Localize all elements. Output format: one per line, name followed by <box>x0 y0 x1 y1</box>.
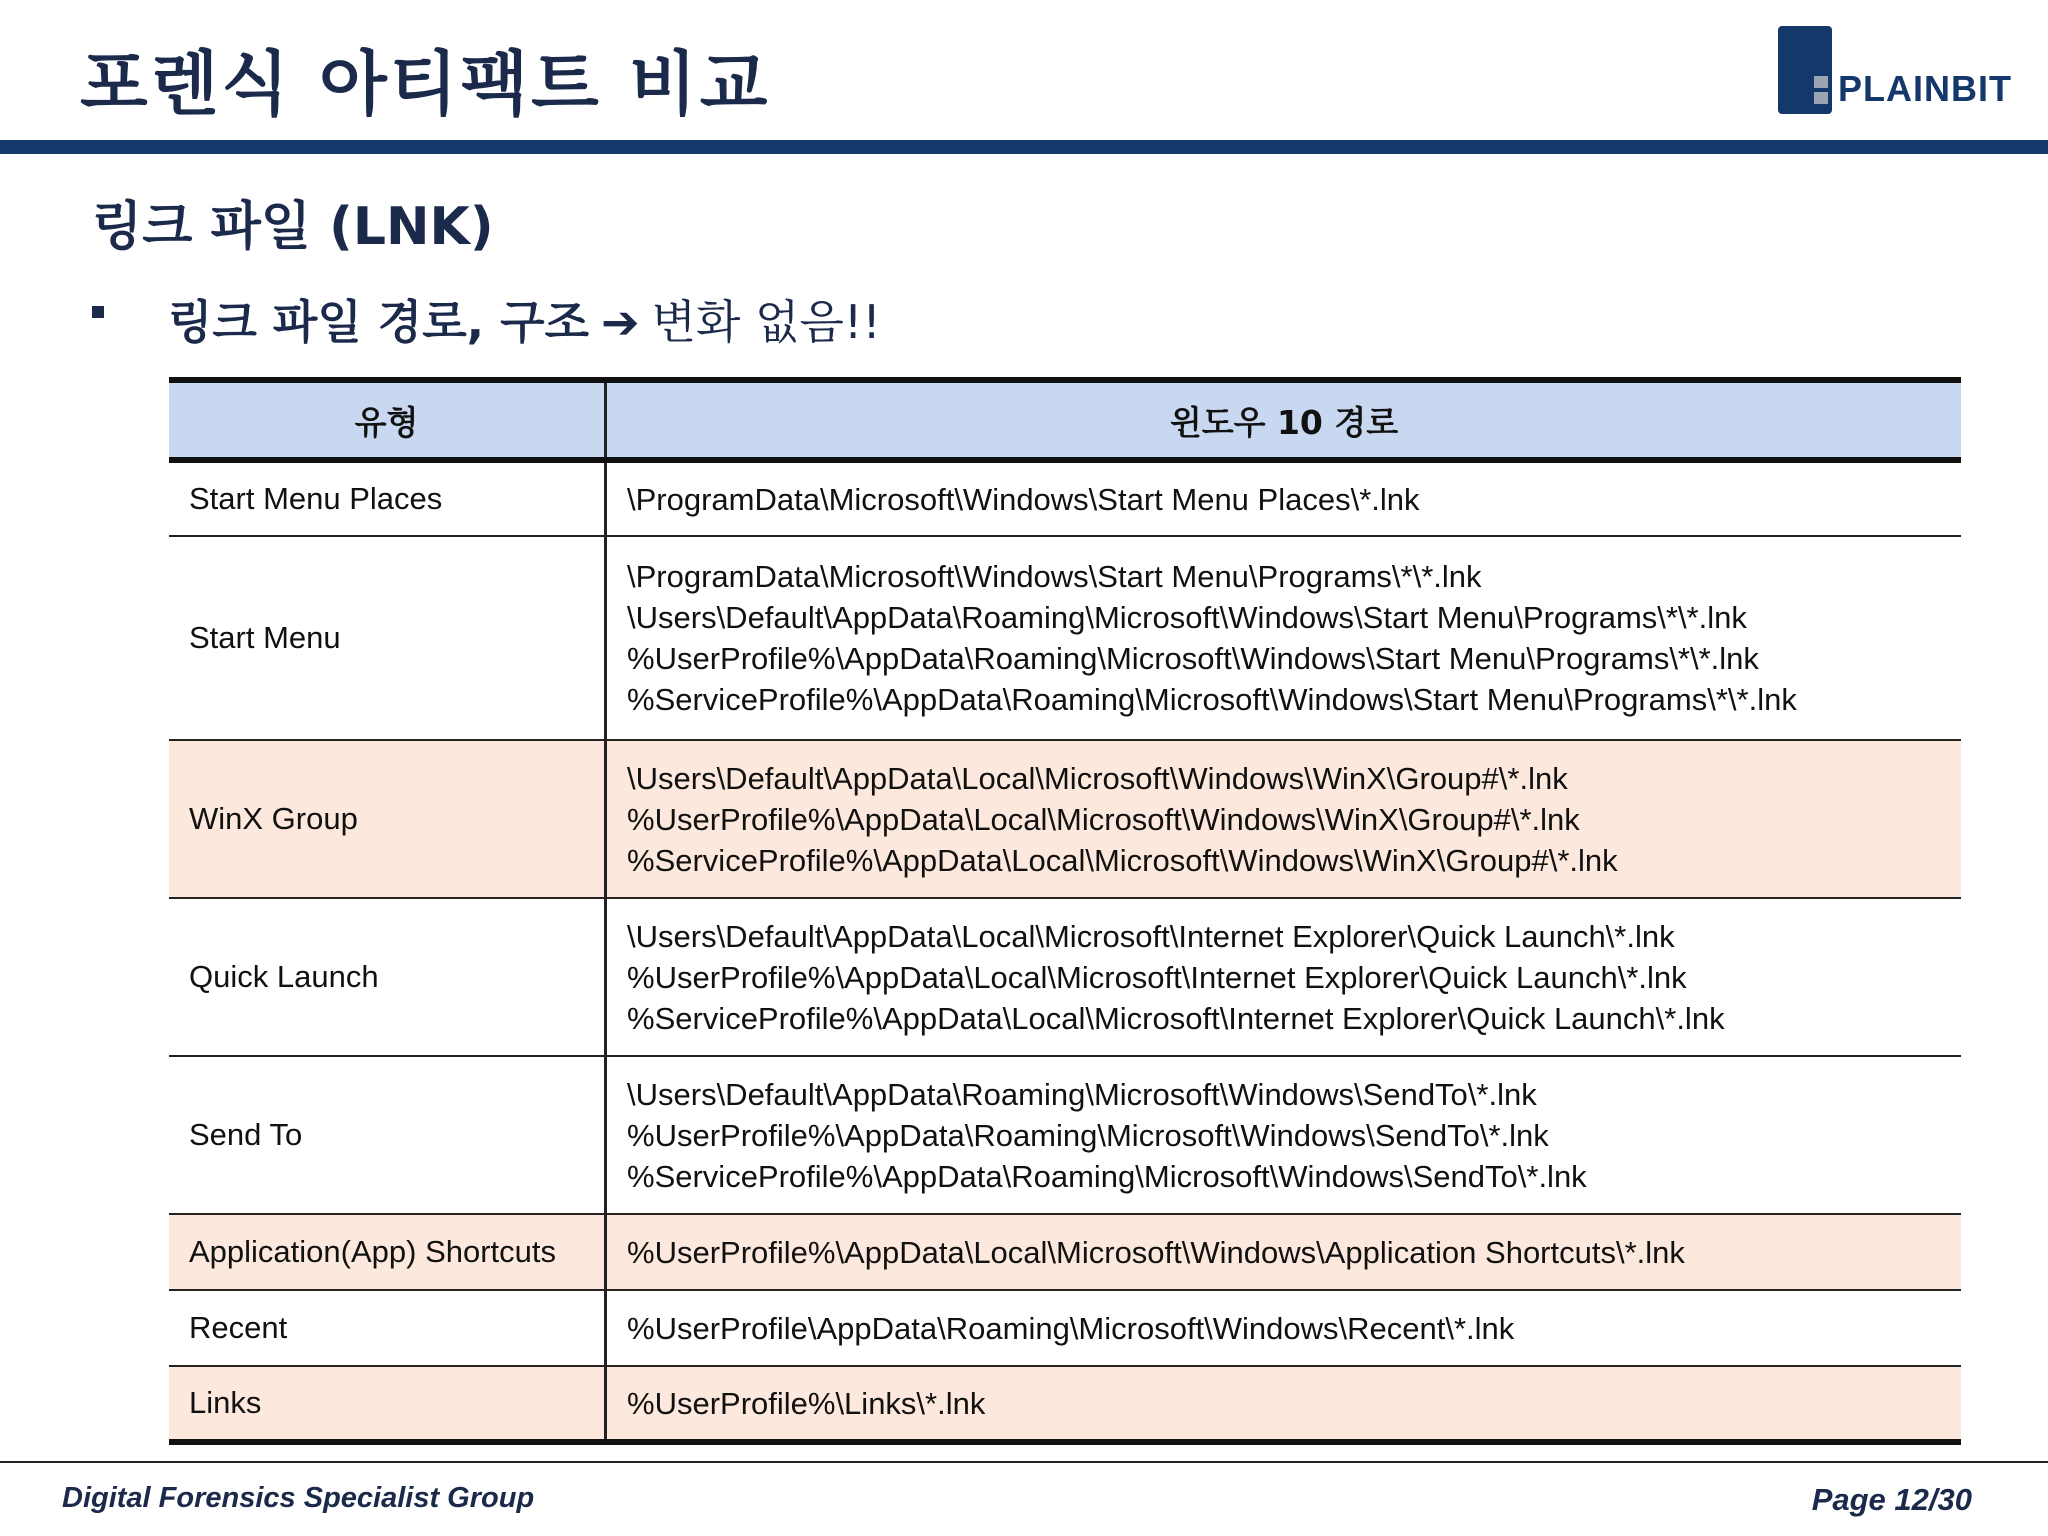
row-path-cell <box>606 740 1962 898</box>
row-path-cell <box>606 1214 1962 1290</box>
path-line: \ProgramData\Microsoft\Windows\Start Menu Places\*.lnk <box>627 481 1420 517</box>
footer-group-name: Digital Forensics Specialist Group <box>62 1482 535 1514</box>
row-type-cell: Quick Launch <box>169 898 606 1056</box>
footer-divider <box>0 1461 2048 1463</box>
row-type-cell: Recent <box>169 1290 606 1366</box>
path-line: %UserProfile\AppData\Roaming\Microsoft\Windows\Recent\*.lnk <box>627 1310 1515 1346</box>
row-type-cell: Start Menu Places <box>169 460 606 536</box>
path-line: \Users\Default\AppData\Roaming\Microsoft\Windows\Start Menu\Programs\*\*.lnk <box>627 600 1747 635</box>
table-row <box>169 460 1961 536</box>
logo-mark-icon <box>1778 26 1832 114</box>
lnk-paths-table <box>169 377 1961 1445</box>
path-line: %ServiceProfile%\AppData\Roaming\Microsoft\Windows\SendTo\*.lnk <box>627 1158 1587 1194</box>
slide-title: 포렌식 아티팩트 비교 <box>80 43 771 125</box>
table-row <box>169 740 1961 898</box>
table-row <box>169 1214 1961 1290</box>
path-line: \Users\Default\AppData\Roaming\Microsoft\Windows\SendTo\*.lnk <box>627 1076 1537 1112</box>
path-line: %UserProfile%\Links\*.lnk <box>627 1385 986 1421</box>
path-line: \ProgramData\Microsoft\Windows\Start Menu\Programs\*\*.lnk <box>627 559 1482 594</box>
table-row <box>169 1290 1961 1366</box>
path-line: %ServiceProfile%\AppData\Roaming\Microsoft\Windows\Start Menu\Programs\*\*.lnk <box>627 682 1797 717</box>
path-line: %ServiceProfile%\AppData\Local\Microsoft\Internet Explorer\Quick Launch\*.lnk <box>627 1000 1725 1036</box>
table-body <box>169 460 1961 1442</box>
row-path-cell <box>606 536 1962 740</box>
bullet-normal-text: 변화 없음!! <box>651 295 881 349</box>
square-bullet-icon <box>92 306 104 318</box>
path-line: %UserProfile%\AppData\Local\Microsoft\Windows\Application Shortcuts\*.lnk <box>627 1234 1685 1270</box>
row-path-cell <box>606 1056 1962 1214</box>
page-number: Page 12/30 <box>1811 1482 1972 1517</box>
table-row <box>169 898 1961 1056</box>
path-line: \Users\Default\AppData\Local\Microsoft\Windows\WinX\Group#\*.lnk <box>627 760 1568 796</box>
logo-text: PLAINBIT <box>1838 68 2012 109</box>
row-type-cell: Send To <box>169 1056 606 1214</box>
row-path-cell <box>606 1290 1962 1366</box>
table-row <box>169 1056 1961 1214</box>
path-line: %UserProfile%\AppData\Roaming\Microsoft\Windows\Start Menu\Programs\*\*.lnk <box>627 641 1759 676</box>
row-type-cell: Start Menu <box>169 536 606 740</box>
path-line: %UserProfile%\AppData\Local\Microsoft\Internet Explorer\Quick Launch\*.lnk <box>627 959 1687 995</box>
bullet-statement <box>168 286 881 352</box>
table-row <box>169 536 1961 740</box>
row-type-cell: WinX Group <box>169 740 606 898</box>
path-line: %UserProfile%\AppData\Roaming\Microsoft\Windows\SendTo\*.lnk <box>627 1117 1549 1153</box>
table-row <box>169 1366 1961 1442</box>
row-path-cell <box>606 898 1962 1056</box>
table-header-row <box>169 380 1961 460</box>
row-type-cell: Links <box>169 1366 606 1442</box>
row-path-cell <box>606 460 1962 536</box>
row-type-cell: Application(App) Shortcuts <box>169 1214 606 1290</box>
plainbit-logo <box>1778 24 2012 116</box>
path-line: %ServiceProfile%\AppData\Local\Microsoft\Windows\WinX\Group#\*.lnk <box>627 842 1618 878</box>
path-line: \Users\Default\AppData\Local\Microsoft\Internet Explorer\Quick Launch\*.lnk <box>627 918 1675 954</box>
bullet-bold-text: 링크 파일 경로, 구조 <box>168 295 590 349</box>
row-path-cell <box>606 1366 1962 1442</box>
right-arrow-icon: ➔ <box>601 295 640 349</box>
section-title: 링크 파일 (LNK) <box>92 197 494 257</box>
column-header-type: 유형 <box>169 380 606 460</box>
header-divider <box>0 140 2048 154</box>
column-header-path: 윈도우 10 경로 <box>606 380 1962 460</box>
path-line: %UserProfile%\AppData\Local\Microsoft\Windows\WinX\Group#\*.lnk <box>627 801 1580 837</box>
